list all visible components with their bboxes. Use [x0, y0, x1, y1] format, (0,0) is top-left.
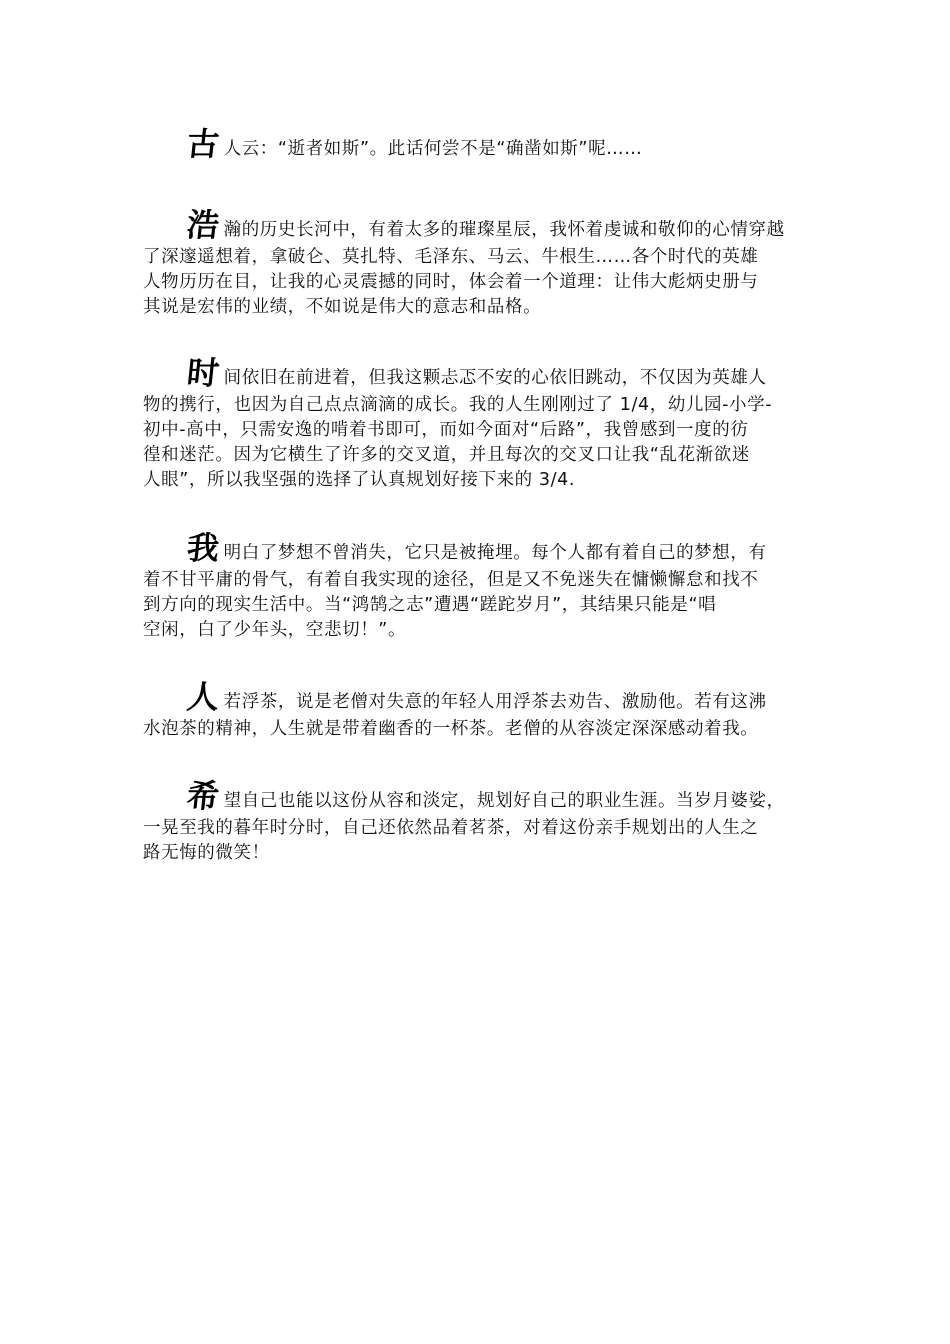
paragraph-first-line [143, 118, 815, 164]
paragraph-line: 人物历历在目，让我的心灵震撼的同时，体会着一个道理：让伟大彪炳史册与 [143, 272, 759, 292]
paragraph-line: 到方向的现实生活中。当“鸿鹄之志”遭遇“蹉跎岁月”，其结果只能是“唱 [143, 595, 717, 615]
drop-cap: 浩 [185, 206, 222, 244]
paragraph-1 [143, 118, 815, 164]
paragraph-text: 望自己也能以这份从容和淡定，规划好自己的职业生涯。当岁月婆娑， [223, 791, 785, 811]
paragraph-5 [143, 671, 815, 742]
paragraph-line: 其说是宏伟的业绩，不如说是伟大的意志和品格。 [143, 297, 542, 317]
drop-cap: 时 [185, 354, 222, 392]
drop-cap: 我 [185, 529, 222, 567]
paragraph-2 [143, 199, 815, 320]
paragraph-line: 人眼”，所以我坚强的选择了认真规划好接下来的 3/4. [143, 470, 576, 490]
paragraph-line: 水泡茶的精神，人生就是带着幽香的一杯茶。老僧的从容淡定深深感动着我。 [143, 719, 759, 739]
drop-cap: 希 [185, 777, 222, 815]
paragraph-line: 着不甘平庸的骨气，有着自我实现的途径，但是又不免迷失在慵懒懈怠和找不 [143, 570, 759, 590]
paragraph-text: 若浮茶，说是老僧对失意的年轻人用浮茶去劝告、激励他。若有这沸 [223, 692, 767, 712]
paragraph-first-line [143, 671, 815, 717]
paragraph-first-line [143, 347, 815, 393]
paragraph-6 [143, 770, 815, 866]
paragraph-line: 了深邃遥想着，拿破仑、莫扎特、毛泽东、马云、牛根生……各个时代的英雄 [143, 247, 759, 267]
paragraph-text: 明白了梦想不曾消失，它只是被掩埋。每个人都有着自己的梦想，有 [223, 543, 767, 563]
drop-cap: 古 [185, 125, 222, 163]
paragraph-first-line [143, 770, 815, 816]
paragraph-4 [143, 522, 815, 643]
paragraph-line: 空闲，白了少年头，空悲切！”。 [143, 620, 407, 640]
paragraph-text: 人云：“逝者如斯”。此话何尝不是“确凿如斯”呢…… [223, 139, 643, 159]
paragraph-line: 物的携行，也因为自己点点滴滴的成长。我的人生刚刚过了 1/4，幼儿园-小学- [143, 395, 773, 415]
paragraph-line: 徨和迷茫。因为它横生了许多的交叉道，并且每次的交叉口让我“乱花渐欲迷 [143, 445, 750, 465]
paragraph-line: 初中-高中，只需安逸的啃着书即可，而如今面对“后路”，我曾感到一度的彷 [143, 420, 749, 440]
paragraph-3 [143, 347, 815, 493]
paragraph-line: 路无悔的微笑！ [143, 843, 270, 863]
drop-cap: 人 [185, 678, 222, 716]
paragraph-text: 间依旧在前进着，但我这颗忐忑不安的心依旧跳动，不仅因为英雄人 [223, 368, 767, 388]
paragraph-first-line [143, 522, 815, 568]
paragraph-text: 瀚的历史长河中，有着太多的璀璨星辰，我怀着虔诚和敬仰的心情穿越 [223, 220, 785, 240]
paragraph-first-line [143, 199, 815, 245]
paragraph-line: 一晃至我的暮年时分时，自己还依然品着茗茶，对着这份亲手规划出的人生之 [143, 818, 759, 838]
